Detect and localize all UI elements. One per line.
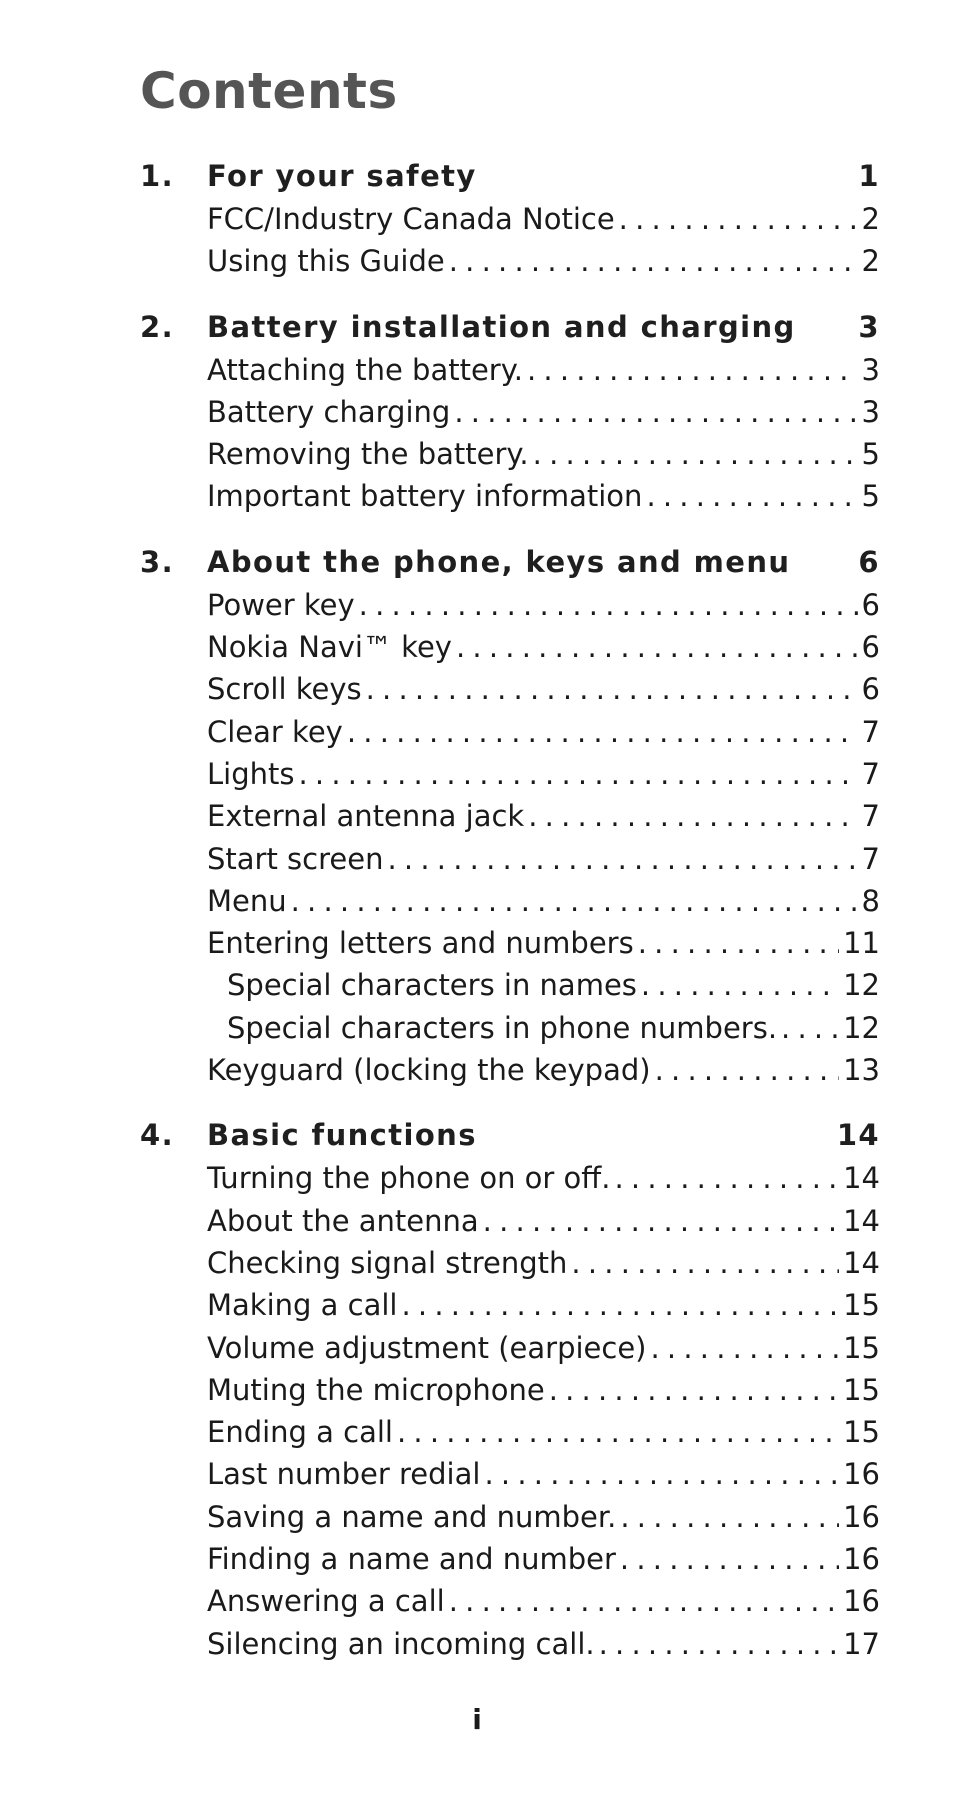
entry-page-number: 14 <box>843 1161 880 1196</box>
entry-label: Battery charging <box>207 394 451 429</box>
entry-label: Silencing an incoming call. <box>207 1626 595 1661</box>
toc-entry[interactable] <box>140 1496 880 1538</box>
dot-leader <box>347 711 858 753</box>
entry-label: Volume adjustment (earpiece) <box>207 1330 647 1365</box>
dot-leader <box>387 838 857 880</box>
dot-leader <box>527 349 858 391</box>
toc-entry[interactable] <box>140 1049 880 1091</box>
section-page-number: 6 <box>858 544 880 579</box>
entry-page-number: 6 <box>861 672 880 707</box>
section-heading[interactable] <box>140 1114 880 1157</box>
section-title: Battery installation and charging <box>207 309 796 344</box>
section-number: 4. <box>140 1118 174 1153</box>
entry-page-number: 6 <box>861 587 880 622</box>
entry-label: Making a call <box>207 1288 398 1323</box>
dot-leader <box>449 240 858 282</box>
entry-label: Important battery information <box>207 479 643 514</box>
dot-leader <box>456 626 858 668</box>
entry-label: About the antenna <box>207 1203 479 1238</box>
toc-entry[interactable] <box>140 240 880 282</box>
toc-section <box>140 155 880 283</box>
entry-label: Special characters in names <box>227 968 637 1003</box>
entry-page-number: 17 <box>843 1626 880 1661</box>
entry-page-number: 15 <box>843 1372 880 1407</box>
entry-page-number: 2 <box>861 244 880 279</box>
toc-entry[interactable] <box>140 198 880 240</box>
toc-subentry[interactable] <box>140 964 880 1006</box>
dot-leader <box>641 964 839 1006</box>
entry-page-number: 12 <box>843 1010 880 1045</box>
section-title: Basic functions <box>207 1118 477 1153</box>
dot-leader <box>781 1007 839 1049</box>
entry-label: External antenna jack <box>207 799 525 834</box>
toc-entry[interactable] <box>140 1242 880 1284</box>
table-of-contents <box>140 155 880 1688</box>
dot-leader <box>615 1157 840 1199</box>
entry-page-number: 16 <box>843 1584 880 1619</box>
toc-entry[interactable] <box>140 711 880 753</box>
toc-entry[interactable] <box>140 1157 880 1199</box>
entry-label: Answering a call <box>207 1584 445 1619</box>
entry-label: Saving a name and number. <box>207 1499 617 1534</box>
entry-page-number: 12 <box>843 968 880 1003</box>
dot-leader <box>620 1538 839 1580</box>
toc-entry[interactable] <box>140 584 880 626</box>
entry-label: Removing the battery. <box>207 437 529 472</box>
section-heading[interactable] <box>140 541 880 584</box>
dot-leader <box>619 198 858 240</box>
toc-entry[interactable] <box>140 1284 880 1326</box>
section-page-number: 3 <box>858 309 880 344</box>
dot-leader <box>655 1049 840 1091</box>
dot-leader <box>638 922 839 964</box>
section-number: 1. <box>140 159 174 193</box>
section-page-number: 14 <box>836 1118 880 1153</box>
dot-leader <box>291 880 858 922</box>
toc-entry[interactable] <box>140 1200 880 1242</box>
entry-page-number: 3 <box>861 394 880 429</box>
entry-label: Scroll keys <box>207 672 362 707</box>
section-title: For your safety <box>207 159 477 193</box>
entry-label: Turning the phone on or off. <box>207 1161 611 1196</box>
entry-label: Ending a call <box>207 1415 393 1450</box>
toc-entry[interactable] <box>140 475 880 517</box>
toc-entry[interactable] <box>140 433 880 475</box>
toc-section <box>140 541 880 1092</box>
entry-label: FCC/Industry Canada Notice <box>207 202 615 236</box>
dot-leader <box>599 1623 839 1665</box>
section-number: 3. <box>140 544 174 579</box>
dot-leader <box>533 433 858 475</box>
toc-entry[interactable] <box>140 1327 880 1369</box>
toc-entry[interactable] <box>140 668 880 710</box>
entry-label: Clear key <box>207 714 343 749</box>
toc-entry[interactable] <box>140 349 880 391</box>
entry-page-number: 15 <box>843 1415 880 1450</box>
dot-leader <box>571 1242 839 1284</box>
dot-leader <box>651 1327 840 1369</box>
entry-page-number: 7 <box>861 799 880 834</box>
dot-leader <box>528 795 857 837</box>
entry-page-number: 2 <box>861 202 880 236</box>
dot-leader <box>359 584 858 626</box>
entry-label: Start screen <box>207 841 384 876</box>
entry-page-number: 7 <box>861 841 880 876</box>
toc-entry[interactable] <box>140 1538 880 1580</box>
toc-entry[interactable] <box>140 1580 880 1622</box>
entry-label: Special characters in phone numbers. <box>227 1010 778 1045</box>
toc-entry[interactable] <box>140 1411 880 1453</box>
entry-page-number: 16 <box>843 1542 880 1577</box>
entry-label: Lights <box>207 756 295 791</box>
entry-label: Nokia Navi™ key <box>207 630 452 665</box>
entry-label: Checking signal strength <box>207 1245 568 1280</box>
entry-label: Finding a name and number <box>207 1542 616 1577</box>
entry-page-number: 3 <box>861 352 880 387</box>
toc-entry[interactable] <box>140 838 880 880</box>
entry-label: Using this Guide <box>207 244 445 279</box>
entry-page-number: 6 <box>861 630 880 665</box>
entry-label: Entering letters and numbers <box>207 926 634 961</box>
entry-page-number: 15 <box>843 1288 880 1323</box>
toc-entry[interactable] <box>140 922 880 964</box>
toc-entry[interactable] <box>140 795 880 837</box>
entry-label: Power key <box>207 587 355 622</box>
entry-page-number: 8 <box>861 883 880 918</box>
toc-entry[interactable] <box>140 1623 880 1665</box>
entry-page-number: 16 <box>843 1457 880 1492</box>
page-number: i <box>472 1703 482 1736</box>
entry-page-number: 16 <box>843 1499 880 1534</box>
toc-entry[interactable] <box>140 1369 880 1411</box>
page-title: Contents <box>140 62 398 120</box>
dot-leader <box>401 1284 839 1326</box>
entry-page-number: 14 <box>843 1203 880 1238</box>
dot-leader <box>483 1200 839 1242</box>
toc-section <box>140 306 880 518</box>
entry-page-number: 5 <box>861 479 880 514</box>
dot-leader <box>620 1496 839 1538</box>
toc-entry[interactable] <box>140 626 880 668</box>
dot-leader <box>646 475 857 517</box>
dot-leader <box>484 1453 839 1495</box>
dot-leader <box>366 668 858 710</box>
toc-entry[interactable] <box>140 1453 880 1495</box>
dot-leader <box>298 753 857 795</box>
entry-page-number: 14 <box>843 1245 880 1280</box>
entry-label: Muting the microphone <box>207 1372 545 1407</box>
entry-page-number: 7 <box>861 756 880 791</box>
dot-leader <box>397 1411 839 1453</box>
toc-entry[interactable] <box>140 880 880 922</box>
section-heading[interactable] <box>140 155 880 198</box>
dot-leader <box>449 1580 839 1622</box>
toc-section <box>140 1114 880 1665</box>
entry-label: Last number redial <box>207 1457 481 1492</box>
toc-entry[interactable] <box>140 753 880 795</box>
entry-label: Keyguard (locking the keypad) <box>207 1053 651 1088</box>
section-heading[interactable] <box>140 306 880 349</box>
entry-page-number: 11 <box>843 926 880 961</box>
dot-leader <box>454 391 857 433</box>
entry-page-number: 13 <box>843 1053 880 1088</box>
toc-subentry[interactable] <box>140 1007 880 1049</box>
section-title: About the phone, keys and menu <box>207 544 791 579</box>
section-page-number: 1 <box>858 159 880 193</box>
entry-page-number: 7 <box>861 714 880 749</box>
section-number: 2. <box>140 309 174 344</box>
entry-page-number: 15 <box>843 1330 880 1365</box>
entry-page-number: 5 <box>861 437 880 472</box>
dot-leader <box>549 1369 839 1411</box>
entry-label: Attaching the battery. <box>207 352 523 387</box>
entry-label: Menu <box>207 883 287 918</box>
toc-entry[interactable] <box>140 391 880 433</box>
